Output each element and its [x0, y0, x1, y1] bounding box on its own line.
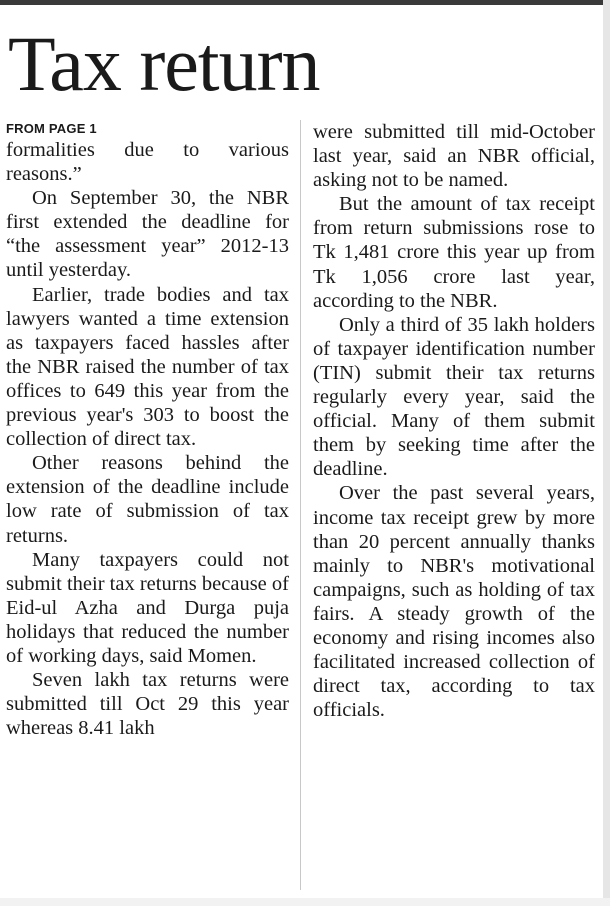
paragraph: Earlier, trade bodies and tax lawyers wanted a time extension as taxpayers faced hassles after the NBR raised the number of tax offices to 649 this year from the previous year's 303 to boost the collection of direct tax.	[6, 283, 289, 451]
top-rule	[0, 0, 610, 5]
kicker: FROM PAGE 1	[6, 121, 97, 136]
page-edge-bottom	[0, 898, 610, 906]
paragraph: Seven lakh tax returns were submitted till Oct 29 this year whereas 8.41 lakh	[6, 669, 289, 740]
headline: Tax return	[8, 20, 320, 107]
left-column	[6, 120, 289, 740]
paragraph: Only a third of 35 lakh holders of taxpayer identification number (TIN) submit their tax returns regularly every year, said the official. Many of them submit them by seeking time after the deadline.	[313, 313, 595, 481]
paragraph: But the amount of tax receipt from return submissions rose to Tk 1,481 crore this year up from Tk 1,056 crore last year, according to the NBR.	[313, 193, 595, 312]
page-edge-right	[603, 0, 610, 906]
paragraph: Over the past several years, income tax receipt grew by more than 20 percent annually thanks mainly to NBR's motivational campaigns, such as holding of tax fairs. A steady growth of the economy and rising incomes also facilitated increased collection of direct tax, according to tax officials.	[313, 482, 595, 722]
paragraph: On September 30, the NBR first extended the deadline for “the assessment year” 2012-13 until yesterday.	[6, 187, 289, 282]
paragraph: Many taxpayers could not submit their tax returns because of Eid-ul Azha and Durga puja holidays that reduced the number of working days, said Momen.	[6, 548, 289, 667]
paragraph: Other reasons behind the extension of the deadline include low rate of submission of tax returns.	[6, 452, 289, 547]
column-divider	[300, 120, 301, 890]
paragraph: formalities due to various reasons.”	[6, 139, 289, 186]
paragraph: were submitted till mid-October last year, said an NBR official, asking not to be named.	[313, 121, 595, 192]
right-column	[313, 120, 595, 722]
